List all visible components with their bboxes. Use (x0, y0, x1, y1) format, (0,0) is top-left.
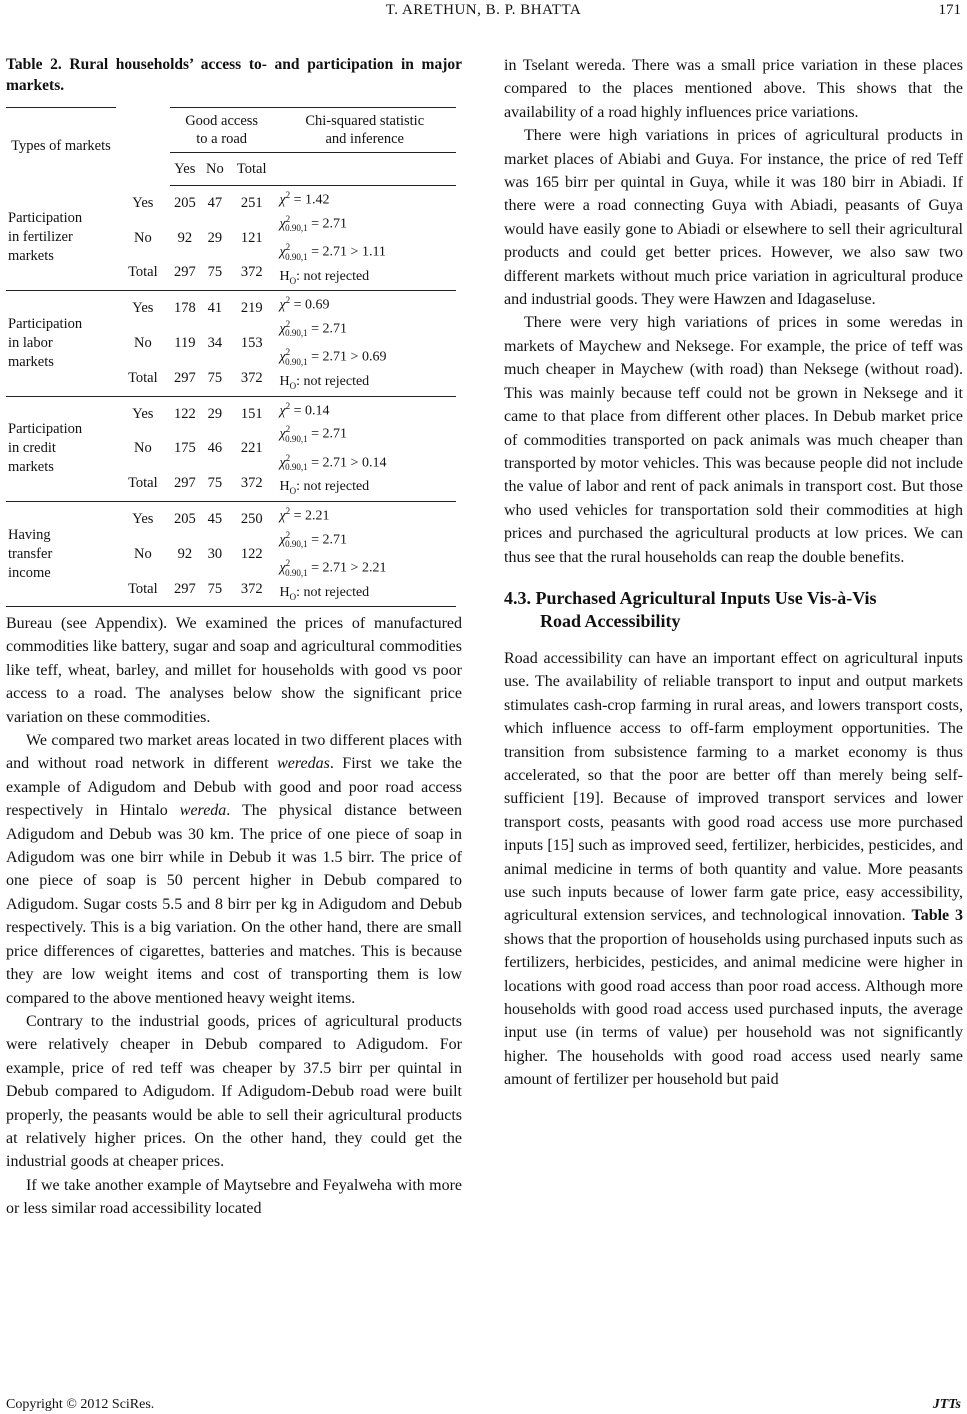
table-cell: 205 (173, 194, 196, 211)
paragraph: There were very high variations of prices in some weredas in markets of Maychew and Neksege. For example, the price of teff was much cheaper in Maychew (with road) than Neksege (without road). This was mainly because teff could not be grown in Neksege and it came to that place from different other places. In Debub market price of commodities transported on pack animals was much cheaper than transported by motor vehicles. This was because people did not include the value of labor and rent of pack animals in transport cost. But those who used vehicles for transportation sold their commodities at high prices and purchased the agricultural products at low prices. We can thus see that the rural households can reap the double benefits. (504, 314, 963, 566)
table-cell: 75 (200, 572, 230, 607)
table-cell: 46 (207, 440, 223, 457)
table-row (6, 186, 456, 221)
table-cell: 250 (240, 510, 263, 527)
table-cell: 297 (170, 361, 200, 396)
subheader-yes: Yes (170, 153, 200, 186)
row-label: No (133, 229, 152, 246)
header-types: Types of markets (6, 108, 116, 186)
table-cell: 372 (230, 256, 274, 291)
section-heading: 4.3. Purchased Agricultural Inputs Use Vis-à-Vis Road Accessibility (504, 587, 877, 631)
copyright-notice: Copyright © 2012 SciRes. (6, 1397, 155, 1412)
table-cell: 153 (240, 335, 263, 352)
table-cell: 372 (230, 466, 274, 501)
table-cell: 122 (240, 545, 263, 562)
table-cell: 47 (207, 194, 223, 211)
table-cell: 45 (207, 510, 223, 527)
chi-squared-result: $\chi^2 = 1.42$ $\chi^2_{0.90,1} = 2.71$ $\chi^2_{0.90,1} = 2.71 > 1.11$ $H_O$: not rejected (273, 186, 456, 291)
table-cell: 29 (207, 229, 223, 246)
market-type-label: Participation in fertilizer markets (6, 186, 116, 291)
row-label: Yes (132, 300, 154, 317)
paragraph: Road accessibility can have an important effect on agricultural inputs use. The availability of reliable transport to input and output markets stimulates cash-crop farming in rural areas, and lowers transport costs, which influence access to off-farm employment opportunities. The transition from subsistence farming to a market economy is thus accelerated, so that the poor are better off than merely being self-sufficient [19]. Because of improved transport services and lower transport costs, peasants with good road access use more purchased inputs [15] such as improved seed, fertilizer, herbicides, pesticides, and animal medicine in terms of both quantity and value. More peasants use such inputs because of lower farm gate price, easy accessibility, agricultural extension services, and technological innovation. Table 3 shows that the proportion of households using purchased inputs such as fertilizers, herbicides, pesticides, and animal medicine were higher in locations with good road access than poor road access. Although more households with good road access used purchased inputs, the average input use (in terms of value) per household was not significantly higher. The households with good road access used nearly same amount of fertilizer per household but paid (504, 649, 963, 1089)
running-authors: T. ARETHUN, B. P. BHATTA (385, 2, 582, 18)
paragraph: We compared two market areas located in two different places with and without road network in different weredas. First we take the example of Adigudom and Debub with good and poor road access respectively in Hintalo wereda. The physical distance between Adigudom and Debub was 30 km. The price of one piece of soap in Adigudom was one birr while in Debub it was 1.5 birr. The price of one piece of soap is 50 percent higher in Debub compared to Adigudom. Sugar costs 5.5 and 8 birr per kg in Adigudom and Debub respectively. This is a big variation. On the other hand, there are small price differences of cigarettes, batteries and matches. This is because they are low weight items and cost of transporting them is low compared to the above mentioned heavy weight items. (6, 732, 462, 1007)
row-label: No (133, 335, 152, 352)
row-label: No (133, 440, 152, 457)
table-cell: 75 (200, 361, 230, 396)
table-cell: 372 (230, 361, 274, 396)
market-type-label: Participation in credit markets (6, 396, 116, 501)
table-cell: 121 (240, 229, 263, 246)
table-cell: 122 (173, 405, 196, 422)
row-label: No (133, 545, 152, 562)
row-label: Total (116, 572, 170, 607)
market-type-label: Having transfer income (6, 502, 116, 607)
table-body (6, 186, 456, 607)
row-label: Total (116, 361, 170, 396)
row-label: Total (116, 466, 170, 501)
table-row (6, 396, 456, 431)
paragraph: There were high variations in prices of agricultural products in market places of Abiabi and Guya. For instance, the price of red Teff was 165 birr per quintal in Guya, while it was 180 birr in Abiadi. If there were a road connecting Guya with Abiadi, peasants of Guya would have easily gone to Abiadi or elsewhere to sell their agricultural products and could get better prices. However, we also saw two different markets without much price variation in agricultural produce and industrial goods. They were Hawzen and Idagaseluse. (504, 127, 963, 309)
row-label: Total (116, 256, 170, 291)
paragraph: in Tselant wereda. There was a small price variation in these places compared to the places mentioned above. This shows that the availability of a road highly influences price variations. (504, 57, 963, 121)
chi-squared-result: $\chi^2 = 0.14$ $\chi^2_{0.90,1} = 2.71$ $\chi^2_{0.90,1} = 2.71 > 0.14$ $H_O$: not rejected (273, 396, 456, 501)
table-cell: 75 (200, 256, 230, 291)
header-chi: Chi-squared statistic and inference (273, 108, 456, 153)
table-cell: 92 (177, 229, 193, 246)
paragraph: Contrary to the industrial goods, prices of agricultural products were relatively cheaper in Debub compared to Adigudom. For example, price of red teff was cheaper by 37.5 birr per quintal in Debub compared to Adigudom. If Adigudom-Debub road were built properly, the peasants would be able to sell their agricultural products at relatively higher prices. On the other hand, they could get the industrial goods at cheaper prices. (6, 1012, 462, 1171)
table-cell: 297 (170, 256, 200, 291)
paragraph: If we take another example of Maytsebre and Feyalweha with more or less similar road accessibility located (6, 1176, 462, 1218)
left-text (6, 612, 462, 1221)
table-cell: 29 (207, 405, 223, 422)
row-label: Yes (132, 510, 154, 527)
table-cell: 119 (174, 335, 196, 352)
row-label: Yes (132, 405, 154, 422)
page-number: 171 (938, 2, 961, 18)
journal-name: JTTs (932, 1397, 961, 1412)
table-cell: 251 (240, 194, 263, 211)
chi-squared-result: $\chi^2 = 0.69$ $\chi^2_{0.90,1} = 2.71$ $\chi^2_{0.90,1} = 2.71 > 0.69$ $H_O$: not rejected (273, 291, 456, 396)
subheader-total: Total (230, 153, 274, 186)
table-cell: 297 (170, 466, 200, 501)
table-row (6, 291, 456, 326)
table-cell: 221 (240, 440, 263, 457)
table-3-reference[interactable]: Table 3 (911, 907, 963, 925)
subheader-no: No (200, 153, 230, 186)
row-label: Yes (132, 194, 154, 211)
paragraph: Bureau (see Appendix). We examined the prices of manufactured commodities like battery, sugar and soap and agricultural commodities like teff, wheat, barley, and millet for households with good vs poor access to a road. The analyses below show the significant price variation on these commodities. (6, 615, 462, 726)
left-column (6, 54, 462, 96)
table-caption: Table 2. Rural households’ access to- and participation in major markets. (6, 56, 462, 94)
header-good-access: Good access to a road (170, 108, 274, 153)
chi-squared-result: $\chi^2 = 2.21$ $\chi^2_{0.90,1} = 2.71$ $\chi^2_{0.90,1} = 2.71 > 2.21$ $H_O$: not rejected (273, 502, 456, 607)
table-cell: 92 (177, 545, 193, 562)
table-cell: 297 (170, 572, 200, 607)
table-cell: 175 (173, 440, 196, 457)
table-cell: 219 (240, 300, 263, 317)
table-cell: 30 (207, 545, 223, 562)
table-cell: 151 (240, 405, 263, 422)
table-2 (6, 107, 456, 607)
table-cell: 372 (230, 572, 274, 607)
market-type-label: Participation in labor markets (6, 291, 116, 396)
table-cell: 75 (200, 466, 230, 501)
table-cell: 205 (173, 510, 196, 527)
right-column (504, 54, 963, 1092)
table-row (6, 502, 456, 537)
table-cell: 41 (207, 300, 223, 317)
page-header (0, 0, 967, 26)
table-cell: 178 (173, 300, 196, 317)
table-cell: 34 (207, 335, 223, 352)
